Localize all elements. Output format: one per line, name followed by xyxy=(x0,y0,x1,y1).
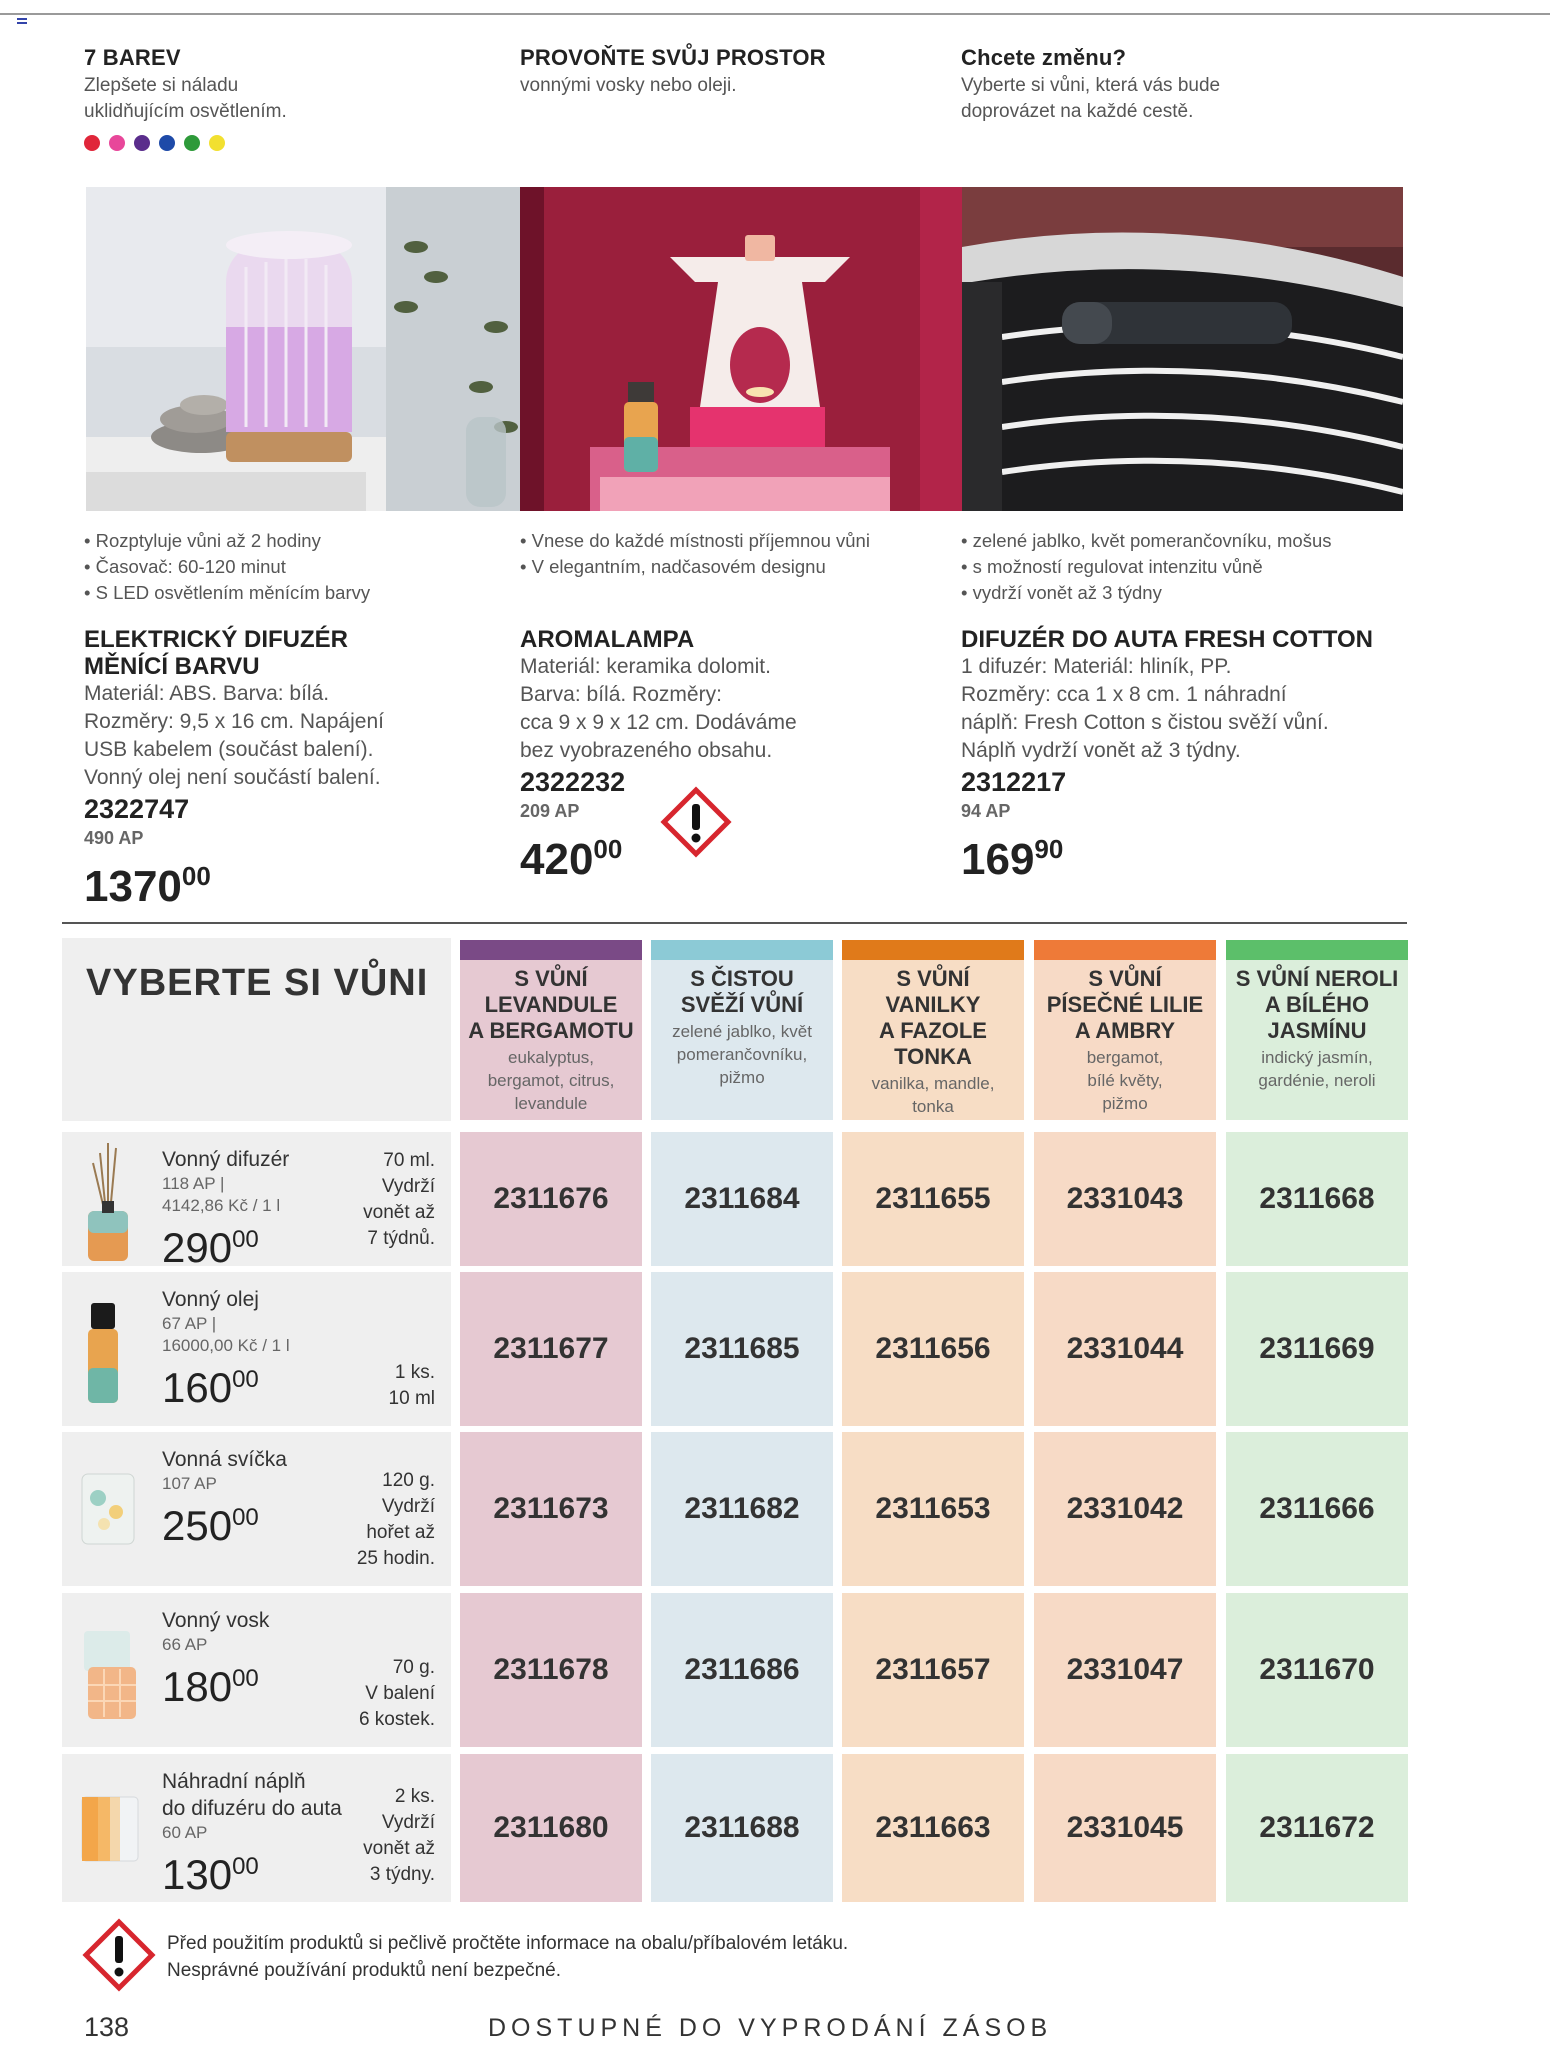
product-title: DIFUZÉR DO AUTA FRESH COTTON xyxy=(961,626,1373,653)
row-product-name: Vonný olej xyxy=(162,1288,259,1311)
table-row xyxy=(62,1272,451,1426)
product-code-cell: 2331042 xyxy=(1034,1432,1216,1586)
row-product-ap: 66 AP xyxy=(162,1635,208,1654)
color-dot xyxy=(159,135,175,151)
table-row xyxy=(62,1132,451,1271)
product-code-cell: 2311653 xyxy=(842,1432,1024,1586)
product-code-cell: 2311666 xyxy=(1226,1432,1408,1586)
column-intro: Vyberte si vůni, která vás bude doprovázet na každé cestě. xyxy=(961,75,1221,122)
product-code: 2322232 xyxy=(520,767,626,797)
column-change xyxy=(961,45,1391,125)
product-features: • Vnese do každé místnosti příjemnou vůni • V elegantním, nadčasovém designu xyxy=(520,528,960,580)
product-code-cell: 2311688 xyxy=(651,1754,833,1902)
product-title: ELEKTRICKÝ DIFUZÉR xyxy=(84,626,348,653)
scent-name: S VŮNÍ PÍSEČNÉ LILIE A AMBRY xyxy=(1046,966,1204,1043)
car-diffuser-photo xyxy=(962,187,1403,511)
column-title: PROVOŇTE SVŮJ PROSTOR xyxy=(520,45,826,70)
aromalamp-photo xyxy=(520,187,962,511)
row-product-price: $250^{00}$ xyxy=(162,1502,259,1549)
product-code-cell: 2331045 xyxy=(1034,1754,1216,1902)
diffuser-photo xyxy=(86,187,520,511)
color-dot xyxy=(84,135,100,151)
top-divider xyxy=(0,13,1550,15)
scent-name: S VŮNÍ NEROLI A BÍLÉHO JASMÍNU xyxy=(1235,966,1399,1043)
row-product-ap: 118 AP | xyxy=(162,1174,225,1193)
footer-note: DOSTUPNÉ DO VYPRODÁNÍ ZÁSOB xyxy=(488,2014,1053,2042)
product-title: MĚNÍCÍ BARVU xyxy=(84,653,260,680)
color-dots xyxy=(84,135,514,151)
column-space xyxy=(520,45,950,99)
row-product-ap: 107 AP xyxy=(162,1474,217,1493)
product-ap: 490 AP xyxy=(84,828,144,848)
product-thumbnail xyxy=(78,1298,128,1413)
scent-color-bar xyxy=(1034,940,1216,960)
page-number: 138 xyxy=(84,2012,130,2042)
safety-warning: Před použitím produktů si pečlivě pročtěte informace na obalu/příbalovém letáku. Nesprávné používání produktů není bezpečné. xyxy=(167,1933,849,1981)
row-product-name: Vonná svíčka xyxy=(162,1448,287,1471)
scent-name: S VŮNÍ VANILKY A FAZOLE TONKA xyxy=(879,966,987,1069)
row-product-note: 1 ks. 10 ml xyxy=(388,1362,435,1409)
scent-header xyxy=(651,940,833,1120)
product-aromalamp xyxy=(520,626,960,884)
product-code: 2322747 xyxy=(84,794,190,824)
product-code-cell: 2311682 xyxy=(651,1432,833,1586)
product-code-cell: 2331044 xyxy=(1034,1272,1216,1426)
row-product-info xyxy=(162,1146,362,1271)
product-code-cell: 2311685 xyxy=(651,1272,833,1426)
scent-notes: vanilka, mandle, tonka xyxy=(871,1074,995,1116)
hazard-warning-icon xyxy=(660,786,732,858)
column-intro: vonnými vosky nebo oleji. xyxy=(520,75,737,96)
product-price: $169^{90}$ xyxy=(961,834,1064,884)
row-product-note: 2 ks. Vydrží vonět až 3 týdny. xyxy=(363,1786,435,1885)
scent-name: S VŮNÍ LEVANDULE A BERGAMOTU xyxy=(468,966,634,1043)
column-colors xyxy=(84,45,514,151)
product-ap: 94 AP xyxy=(961,801,1011,821)
scent-notes: indický jasmín, gardénie, neroli xyxy=(1258,1048,1376,1090)
scent-notes: eukalyptus, bergamot, citrus, levandule xyxy=(487,1048,615,1113)
row-product-price: $180^{00}$ xyxy=(162,1663,259,1710)
product-description: Materiál: ABS. Barva: bílá. Rozměry: 9,5 x 16 cm. Napájení USB kabelem (součást balení). Vonný olej není součástí balení. xyxy=(84,682,384,789)
product-code-cell: 2311672 xyxy=(1226,1754,1408,1902)
row-product-note: 70 g. V balení 6 kostek. xyxy=(358,1657,435,1730)
row-product-info xyxy=(162,1607,362,1710)
scent-header xyxy=(842,940,1024,1120)
row-product-name: Vonný difuzér xyxy=(162,1148,290,1171)
row-product-name: do difuzéru do auta xyxy=(162,1797,342,1820)
product-thumbnail xyxy=(78,1468,138,1553)
color-dot xyxy=(134,135,150,151)
row-product-price: $290^{00}$ xyxy=(162,1224,259,1271)
row-product-ap: 16000,00 Kč / 1 l xyxy=(162,1336,290,1355)
product-thumbnail xyxy=(78,1629,142,1730)
scent-header xyxy=(1226,940,1408,1120)
product-code-cell: 2311657 xyxy=(842,1593,1024,1747)
row-product-info xyxy=(162,1768,362,1898)
row-product-name: Vonný vosk xyxy=(162,1609,270,1632)
product-title: AROMALAMPA xyxy=(520,626,695,653)
row-product-info xyxy=(162,1446,362,1549)
product-description: 1 difuzér: Materiál: hliník, PP. Rozměry: cca 1 x 8 cm. 1 náhradní náplň: Fresh Cotton s čistou svěží vůní. Náplň vydrží vonět až 3 týdny. xyxy=(961,655,1329,762)
row-product-ap: 60 AP xyxy=(162,1823,208,1842)
product-code-cell: 2311670 xyxy=(1226,1593,1408,1747)
product-code-cell: 2331043 xyxy=(1034,1132,1216,1266)
section-divider xyxy=(62,922,1407,924)
color-dot xyxy=(209,135,225,151)
scent-color-bar xyxy=(651,940,833,960)
product-code-cell: 2311684 xyxy=(651,1132,833,1266)
table-row xyxy=(62,1754,451,1902)
row-product-info xyxy=(162,1286,362,1411)
scent-notes: zelené jablko, květ pomerančovníku, pižmo xyxy=(672,1022,812,1087)
row-product-note: 70 ml. Vydrží vonět až 7 týdnů. xyxy=(363,1150,435,1249)
menu-icon[interactable] xyxy=(17,18,27,26)
product-code-cell: 2311669 xyxy=(1226,1272,1408,1426)
color-dot xyxy=(184,135,200,151)
product-thumbnail xyxy=(78,1143,138,1268)
column-title: Chcete změnu? xyxy=(961,45,1127,70)
product-features: • Rozptyluje vůni až 2 hodiny • Časovač: 60-120 minut • S LED osvětlením měnícím barvy xyxy=(84,528,524,606)
product-code: 2312217 xyxy=(961,767,1067,797)
product-code-cell: 2331047 xyxy=(1034,1593,1216,1747)
color-dot xyxy=(109,135,125,151)
product-features: • zelené jablko, květ pomerančovníku, mošus • s možností regulovat intenzitu vůně • vydrží vonět až 3 týdny xyxy=(961,528,1401,606)
product-code-cell: 2311668 xyxy=(1226,1132,1408,1266)
product-car-diffuser xyxy=(961,626,1401,884)
row-product-price: $160^{00}$ xyxy=(162,1364,259,1411)
scent-name: S ČISTOU SVĚŽÍ VŮNÍ xyxy=(680,966,804,1017)
column-intro: Zlepšete si náladu uklidňujícím osvětlením. xyxy=(84,75,287,122)
product-code-cell: 2311673 xyxy=(460,1432,642,1586)
column-title: 7 BAREV xyxy=(84,45,181,70)
scent-color-bar xyxy=(1226,940,1408,960)
row-product-ap: 67 AP | xyxy=(162,1314,217,1333)
product-code-cell: 2311655 xyxy=(842,1132,1024,1266)
product-code-cell: 2311686 xyxy=(651,1593,833,1747)
product-code-cell: 2311656 xyxy=(842,1272,1024,1426)
scent-color-bar xyxy=(460,940,642,960)
product-code-cell: 2311663 xyxy=(842,1754,1024,1902)
row-product-ap: 4142,86 Kč / 1 l xyxy=(162,1196,281,1215)
product-code-cell: 2311678 xyxy=(460,1593,642,1747)
scent-header xyxy=(460,940,642,1120)
scent-color-bar xyxy=(842,940,1024,960)
scent-notes: bergamot, bílé květy, pižmo xyxy=(1086,1048,1164,1113)
product-code-cell: 2311677 xyxy=(460,1272,642,1426)
product-price: 1370$^{00}$ xyxy=(84,861,211,911)
row-product-name: Náhradní náplň xyxy=(162,1770,306,1793)
hazard-warning-icon xyxy=(82,1918,156,1992)
product-price: $420^{00}$ xyxy=(520,834,623,884)
product-code-cell: 2311676 xyxy=(460,1132,642,1266)
row-product-note: 120 g. Vydrží hořet až 25 hodin. xyxy=(356,1470,435,1569)
product-description: Materiál: keramika dolomit. Barva: bílá. Rozměry: cca 9 x 9 x 12 cm. Dodáváme bez vyobrazeného obsahu. xyxy=(520,655,797,762)
row-product-price: $130^{00}$ xyxy=(162,1851,259,1898)
table-title: VYBERTE SI VŮNI xyxy=(86,962,429,1004)
product-code-cell: 2311680 xyxy=(460,1754,642,1902)
table-row xyxy=(62,1593,451,1747)
product-diffuser xyxy=(84,626,524,911)
product-thumbnail xyxy=(78,1787,148,1872)
scent-header xyxy=(1034,940,1216,1120)
product-ap: 209 AP xyxy=(520,801,580,821)
table-row xyxy=(62,1432,451,1586)
